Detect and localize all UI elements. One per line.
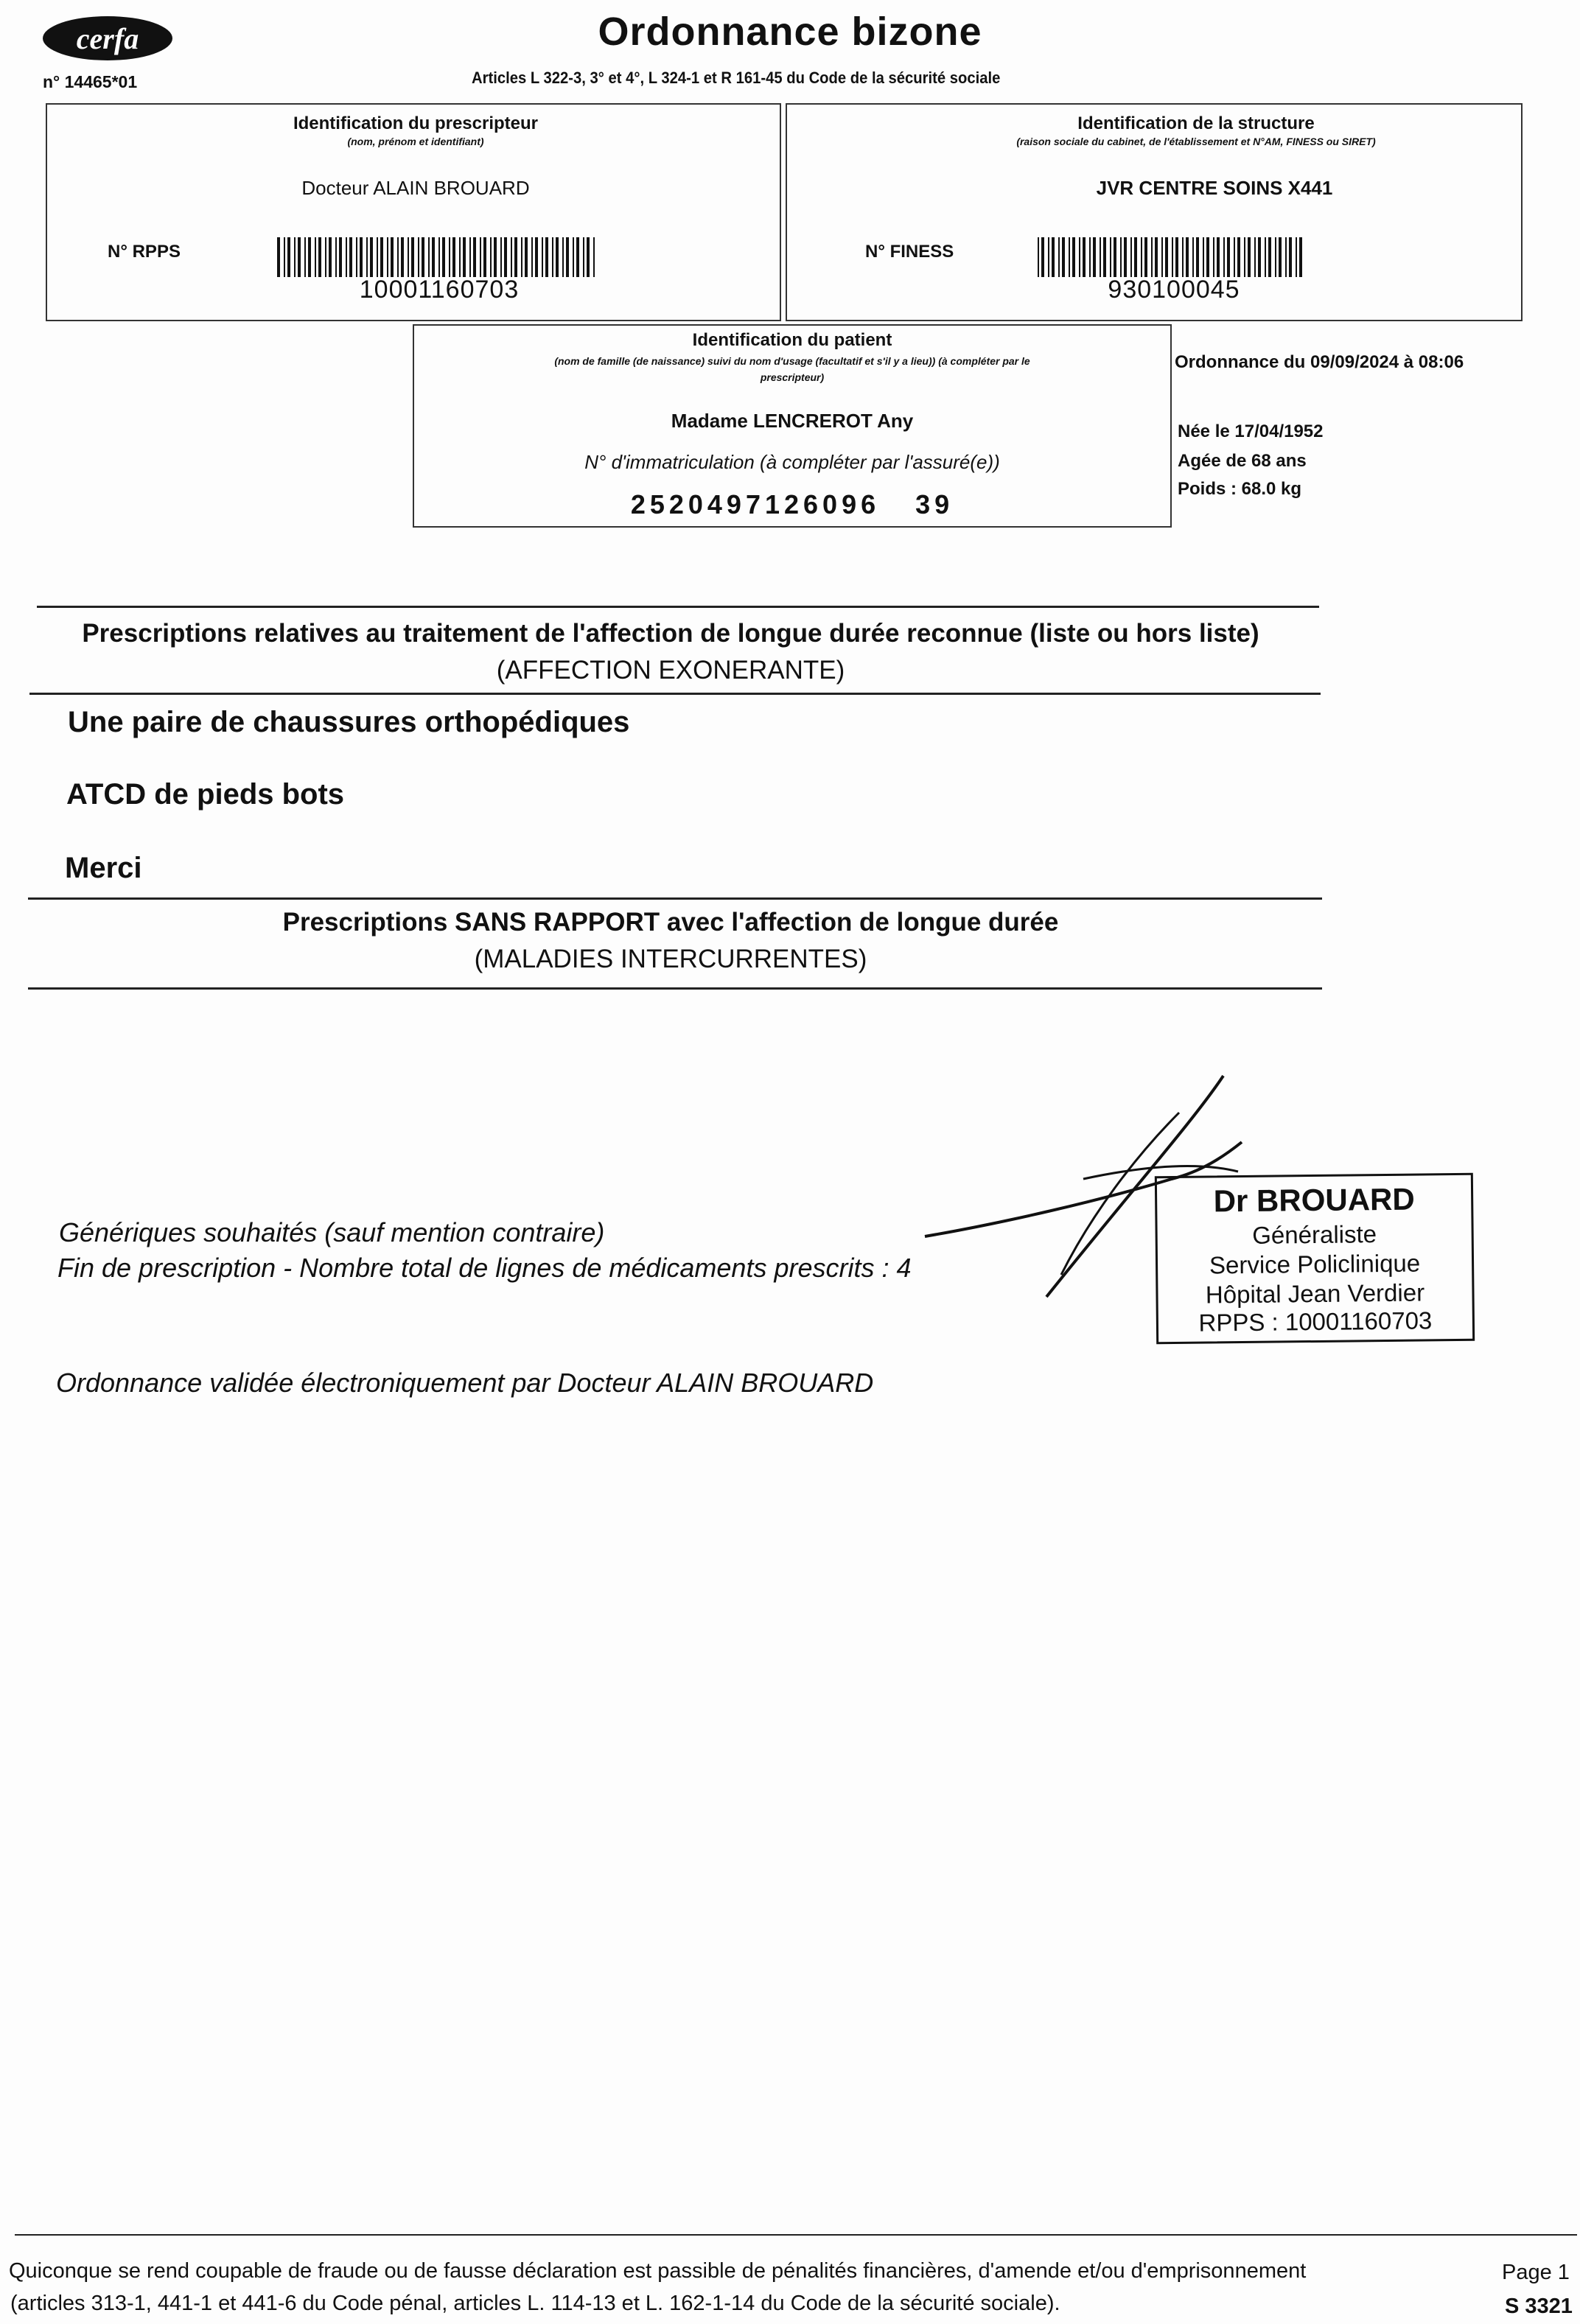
- rpps-label: N° RPPS: [108, 242, 181, 262]
- prescription-line: Merci: [65, 852, 142, 884]
- immatriculation-number: 2520497126096 39: [630, 489, 954, 519]
- prescriber-box: [46, 103, 781, 321]
- validation-note: Ordonnance validée électroniquement par Docteur ALAIN BROUARD: [56, 1368, 874, 1398]
- patient-age: Agée de 68 ans: [1178, 451, 1307, 471]
- form-number: n° 14465*01: [43, 72, 138, 91]
- patient-hint-cont: prescripteur): [760, 371, 825, 383]
- stamp-service: Service Policlinique: [1209, 1249, 1421, 1279]
- divider: [15, 2234, 1577, 2236]
- form-code: S 3321: [1505, 2295, 1573, 2318]
- prescription-line: ATCD de pieds bots: [66, 778, 345, 811]
- divider: [28, 987, 1322, 990]
- finess-label: N° FINESS: [865, 242, 954, 262]
- legal-articles: Articles L 322-3, 3° et 4°, L 324-1 et R 161-45 du Code de la sécurité sociale: [472, 69, 1001, 87]
- ordonnance-date: Ordonnance du 09/09/2024 à 08:06: [1175, 352, 1464, 372]
- generics-note: Génériques souhaités (sauf mention contraire): [59, 1217, 605, 1247]
- page-title: Ordonnance bizone: [598, 10, 982, 54]
- ald-section-title: Prescriptions relatives au traitement de l'affection de longue durée reconnue (liste ou hors liste): [82, 619, 1259, 648]
- signature: [914, 1068, 1253, 1304]
- patient-birth: Née le 17/04/1952: [1178, 421, 1324, 441]
- divider: [29, 693, 1321, 695]
- finess-barcode: [1038, 237, 1310, 277]
- stamp-hospital: Hôpital Jean Verdier: [1205, 1278, 1425, 1309]
- end-of-prescription: Fin de prescription - Nombre total de lignes de médicaments prescrits : 4: [57, 1253, 912, 1283]
- divider: [28, 897, 1322, 900]
- immatriculation-label: N° d'immatriculation (à compléter par l'assuré(e)): [584, 451, 1000, 473]
- prescription-line: Une paire de chaussures orthopédiques: [68, 706, 630, 738]
- stamp-specialty: Généraliste: [1252, 1220, 1377, 1249]
- ald-section-subtitle: (AFFECTION EXONERANTE): [496, 656, 845, 685]
- rpps-barcode: [277, 237, 601, 277]
- footer-warning: Quiconque se rend coupable de fraude ou de fausse déclaration est passible de pénalités financières, d'amende et/ou d'emprisonnement: [9, 2259, 1307, 2283]
- patient-heading: Identification du patient: [692, 330, 892, 350]
- prescriber-hint: (nom, prénom et identifiant): [347, 136, 484, 147]
- finess-number: 930100045: [1108, 276, 1240, 304]
- structure-hint: (raison sociale du cabinet, de l'établissement et N°AM, FINESS ou SIRET): [1016, 136, 1376, 147]
- structure-heading: Identification de la structure: [1077, 113, 1315, 133]
- patient-weight: Poids : 68.0 kg: [1178, 479, 1302, 499]
- page-number: Page 1: [1502, 2261, 1570, 2284]
- other-section-subtitle: (MALADIES INTERCURRENTES): [474, 945, 867, 973]
- rpps-number: 10001160703: [359, 276, 520, 304]
- patient-box: [413, 324, 1172, 528]
- structure-name: JVR CENTRE SOINS X441: [1096, 177, 1333, 199]
- prescriber-heading: Identification du prescripteur: [293, 113, 539, 133]
- cerfa-logo: cerfa: [43, 16, 172, 60]
- other-section-title: Prescriptions SANS RAPPORT avec l'affection de longue durée: [282, 908, 1059, 937]
- stamp-rpps: RPPS : 10001160703: [1198, 1306, 1433, 1337]
- divider: [37, 606, 1319, 608]
- patient-hint: (nom de famille (de naissance) suivi du nom d'usage (facultatif et s'il y a lieu)) (à compléter par le: [554, 355, 1030, 367]
- footer-articles: (articles 313-1, 441-1 et 441-6 du Code pénal, articles L. 114-13 et L. 162-1-14 du Code de la sécurité sociale).: [10, 2292, 1060, 2315]
- patient-name: Madame LENCREROT Any: [671, 410, 914, 432]
- structure-box: [786, 103, 1523, 321]
- stamp-name: Dr BROUARD: [1213, 1181, 1415, 1219]
- prescriber-name: Docteur ALAIN BROUARD: [301, 177, 530, 199]
